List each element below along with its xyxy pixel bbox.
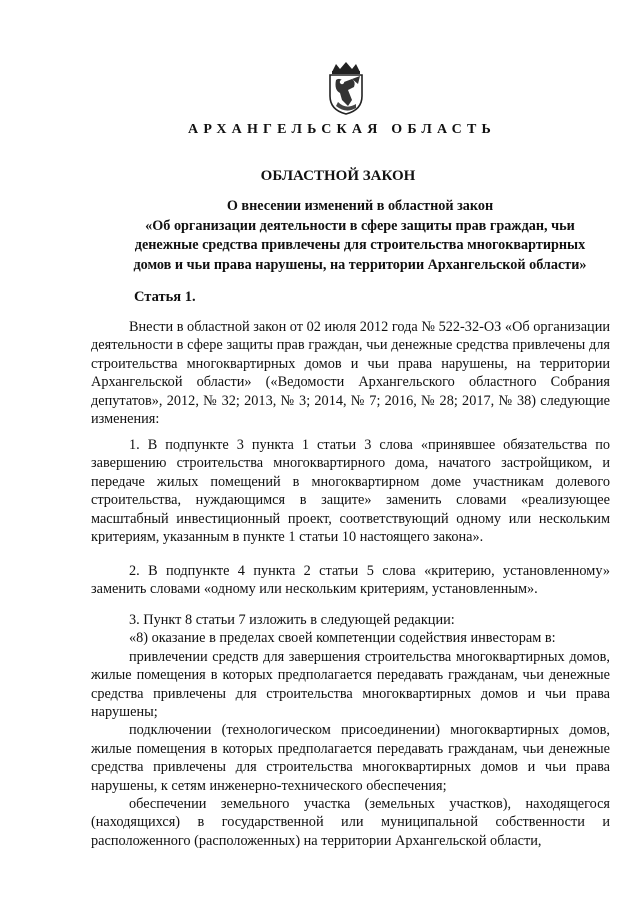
amendment-item-1: [91, 436, 610, 546]
paragraph-text: «8) оказание в пределах своей компетенции содействия инвесторам в:: [129, 630, 556, 647]
paragraph-text: подключении (технологическом присоединении) многоквартирных домов, жилые помещения в которых предполагается передавать гражданам, чьи денежные средства привлечены для строительства многоквартирных домов и чьи права нарушены, к сетям инженерно-технического обеспечения;: [91, 722, 610, 794]
law-title-line: денежные средства привлечены для строительства многоквартирных: [134, 237, 586, 254]
amendment-item-3: [91, 611, 610, 850]
law-title-line: домов и чьи права нарушены, на территории Архангельской области»: [133, 256, 587, 273]
paragraph-text: 1. В подпункте 3 пункта 1 статьи 3 слова «принявшее обязательства по завершению строительства многоквартирного дома, начатого застройщиком, и передаче жилых помещений в многоквартирном доме участникам долевого строительства, нуждающимся в защите» заменить словами «реализующее масштабный инвестиционный проект, соответствующий одному или нескольким критериям, указанным в пункте 1 статьи 10 настоящего закона».: [91, 437, 610, 546]
law-title-line: О внесении изменений в областной закон: [226, 198, 494, 214]
paragraph-text: обеспечении земельного участка (земельных участков), находящегося (находящихся) в государственной или муниципальной собственности и расположенного (расположенных) на территории Архангельской области,: [91, 796, 610, 849]
region-name: АРХАНГЕЛЬСКАЯ ОБЛАСТЬ: [188, 122, 496, 137]
article-heading: Статья 1.: [134, 289, 196, 305]
document-type: ОБЛАСТНОЙ ЗАКОН: [260, 168, 416, 184]
paragraph-text: 3. Пункт 8 статьи 7 изложить в следующей редакции:: [129, 612, 455, 628]
intro-paragraph: [91, 318, 610, 428]
paragraph-text: Внести в областной закон от 02 июля 2012 года № 522-32-ОЗ «Об организации деятельности в сфере защиты прав граждан, чьи денежные средства привлечены для строительства многоквартирных домов и чьи права нарушены, на территории Архангельской области» («Ведомости Архангельского областного Собрания депутатов», 2012, № 32; 2013, № 3; 2014, № 7; 2016, № 28; 2017, № 38) следующие изменения:: [91, 319, 610, 428]
paragraph-text: 2. В подпункте 4 пункта 2 статьи 5 слова «критерию, установленному» заменить словами «одному или нескольким критериям, установленным».: [91, 563, 610, 598]
coat-of-arms-icon: [322, 60, 370, 116]
paragraph-text: привлечении средств для завершения строительства многоквартирных домов, жилые помещения в которых предполагается передавать гражданам, чьи денежные средства привлечены для строительства многоквартирных домов и чьи права нарушены;: [91, 648, 610, 721]
law-title-line: «Об организации деятельности в сфере защиты прав граждан, чьи: [145, 217, 575, 234]
amendment-item-2: [91, 562, 610, 599]
law-title: [110, 197, 610, 275]
